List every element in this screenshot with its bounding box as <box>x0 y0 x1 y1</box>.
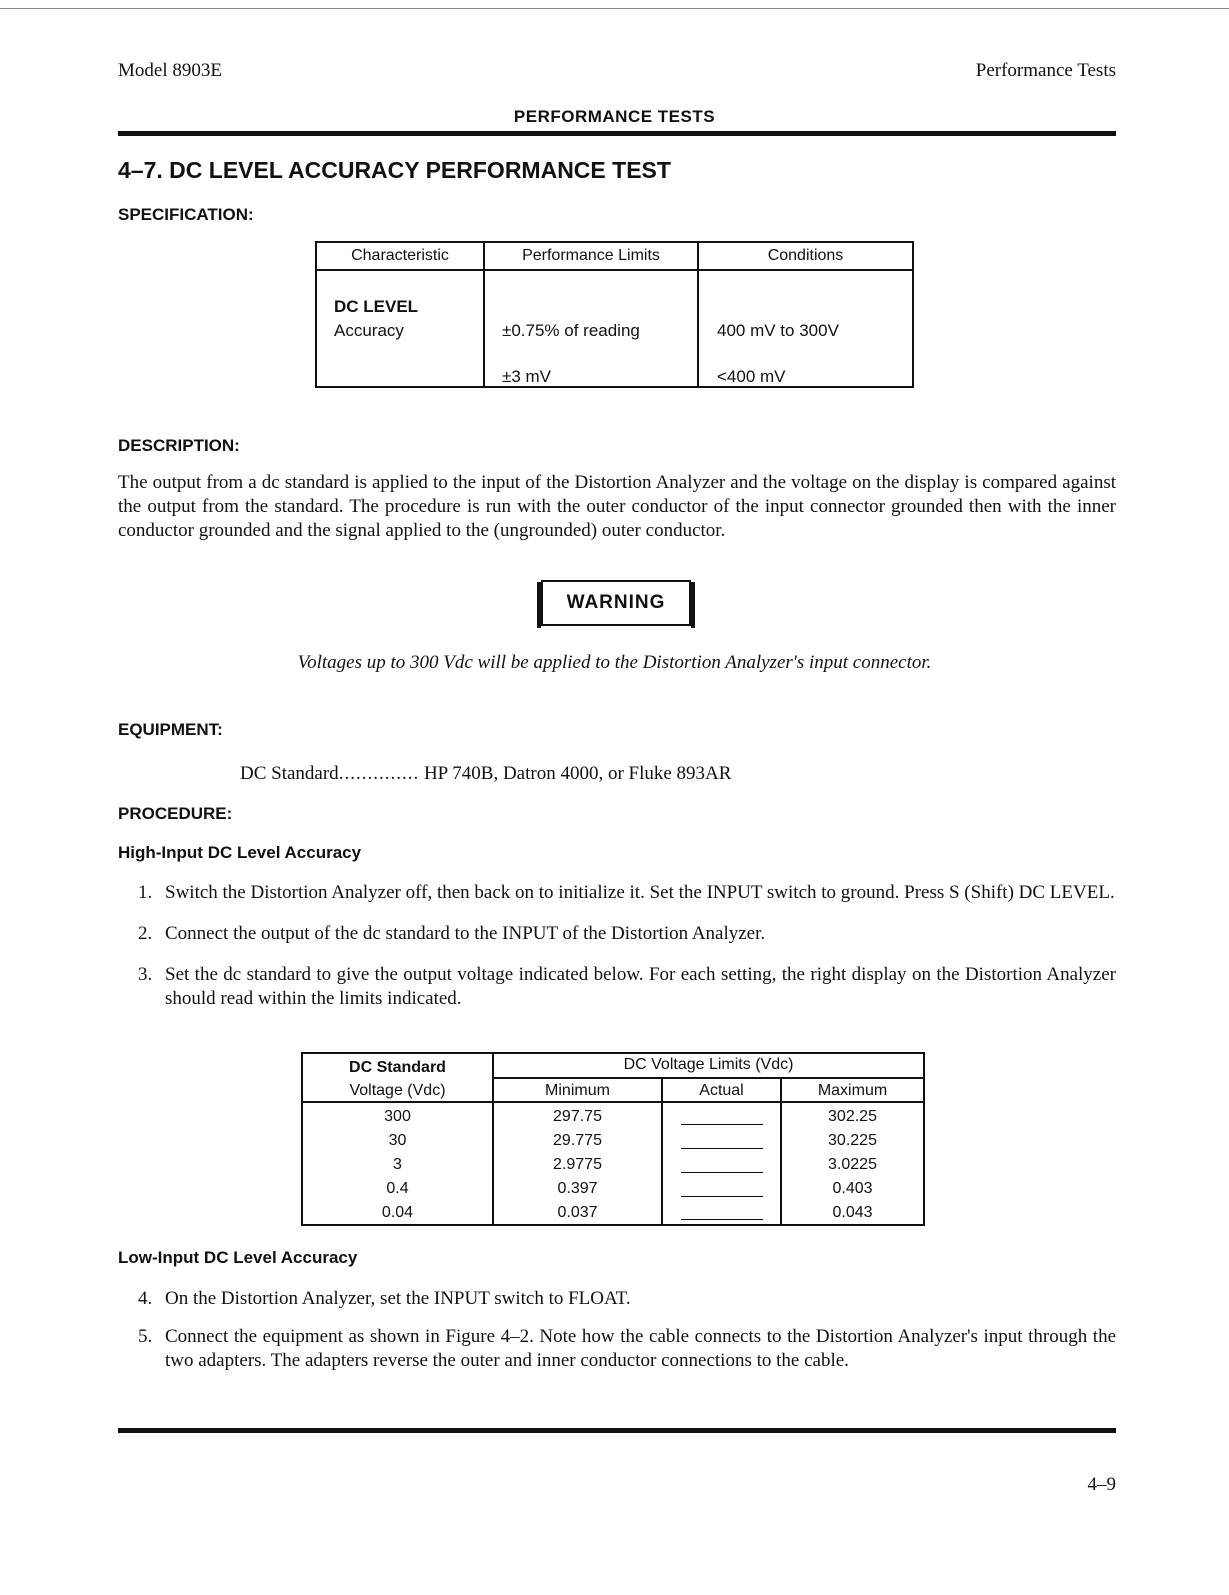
spec-header-characteristic: Characteristic <box>351 247 449 264</box>
header-rule <box>118 131 1116 136</box>
row-1-actual-blank[interactable] <box>681 1124 763 1125</box>
top-border <box>0 8 1229 9</box>
spec-characteristic-heading: DC LEVEL <box>334 297 419 316</box>
procedure-label: PROCEDURE: <box>118 804 233 823</box>
col-dc-standard-line2: Voltage (Vdc) <box>349 1082 446 1099</box>
row-4-voltage: 0.4 <box>386 1180 409 1197</box>
spec-condition-1: 400 mV to 300V <box>717 321 839 340</box>
row-3-actual-blank[interactable] <box>681 1172 763 1173</box>
row-2-voltage: 30 <box>388 1132 407 1149</box>
spec-limit-1: ±0.75% of reading <box>502 321 640 340</box>
warning-text: Voltages up to 300 Vdc will be applied to the Distortion Analyzer's input connector. <box>297 652 932 673</box>
page-number: 4–9 <box>1087 1474 1116 1495</box>
step-1: 1. Switch the Distortion Analyzer off, then back on to initialize it. Set the INPUT switch to ground. Press S (Shift) DC LEVEL. <box>138 882 1115 903</box>
header-model: Model 8903E <box>118 60 222 81</box>
warning-label: WARNING <box>566 592 666 613</box>
row-1-max: 302.25 <box>828 1108 877 1125</box>
spec-condition-2: <400 mV <box>717 367 786 386</box>
row-5-voltage: 0.04 <box>381 1204 414 1221</box>
low-input-steps <box>118 1287 1116 1373</box>
equipment-item: DC Standard <box>240 763 339 784</box>
section-title: PERFORMANCE TESTS <box>513 107 716 126</box>
description-text: The output from a dc standard is applied to the input of the Distortion Analyzer and the voltage on the display is compared against the output from the standard. The procedure is run with the outer conductor of the input connector grounded then with the inner conductor grounded and the signal applied to the (ungrounded) outer conductor. <box>118 472 1116 541</box>
col-dc-standard-line1: DC Standard <box>349 1059 446 1076</box>
row-5-min: 0.037 <box>557 1204 598 1221</box>
row-2-min: 29.775 <box>553 1132 602 1149</box>
equipment-leader: .............. <box>338 763 420 784</box>
spec-header-conditions: Conditions <box>767 247 844 264</box>
voltage-limits-table <box>301 1052 925 1226</box>
row-4-max: 0.403 <box>832 1180 873 1197</box>
low-input-heading: Low-Input DC Level Accuracy <box>118 1248 358 1267</box>
equipment-models: HP 740B, Datron 4000, or Fluke 893AR <box>423 763 732 784</box>
step-2: 2. Connect the output of the dc standard to the INPUT of the Distortion Analyzer. <box>138 923 766 944</box>
col-actual: Actual <box>699 1082 744 1099</box>
high-input-heading: High-Input DC Level Accuracy <box>118 843 362 862</box>
row-3-voltage: 3 <box>393 1156 402 1173</box>
row-5-actual-blank[interactable] <box>681 1219 763 1220</box>
row-1-min: 297.75 <box>553 1108 602 1125</box>
specification-table <box>315 241 914 388</box>
page-title: 4–7. DC LEVEL ACCURACY PERFORMANCE TEST <box>118 157 671 183</box>
warning-box <box>541 580 691 626</box>
spec-header-limits: Performance Limits <box>522 247 660 264</box>
col-minimum: Minimum <box>545 1082 610 1099</box>
row-5-max: 0.043 <box>832 1204 873 1221</box>
row-4-min: 0.397 <box>557 1180 598 1197</box>
row-2-actual-blank[interactable] <box>681 1148 763 1149</box>
col-group-header: DC Voltage Limits (Vdc) <box>623 1056 794 1073</box>
equipment-line <box>240 763 731 785</box>
step-3: 3. Set the dc standard to give the output voltage indicated below. For each setting, the right display on the Distortion Analyzer should read within the limits indicated. <box>138 964 1116 1009</box>
spec-characteristic: Accuracy <box>334 321 404 340</box>
row-3-min: 2.9775 <box>553 1156 602 1173</box>
description-label: DESCRIPTION: <box>118 436 240 455</box>
col-maximum: Maximum <box>817 1082 888 1099</box>
header-section-name: Performance Tests <box>975 60 1116 81</box>
footer-rule <box>118 1428 1116 1433</box>
row-3-max: 3.0225 <box>828 1156 877 1173</box>
spec-limit-2: ±3 mV <box>502 367 552 386</box>
row-1-voltage: 300 <box>384 1108 411 1125</box>
equipment-label: EQUIPMENT: <box>118 720 223 739</box>
step-5: 5. Connect the equipment as shown in Figure 4–2. Note how the cable connects to the Distortion Analyzer's input through the two adapters. The adapters reverse the outer and inner conductor connections to the cable. <box>138 1326 1116 1371</box>
row-4-actual-blank[interactable] <box>681 1196 763 1197</box>
step-4: 4. On the Distortion Analyzer, set the INPUT switch to FLOAT. <box>138 1288 631 1309</box>
high-input-steps <box>118 881 1116 1011</box>
specification-label: SPECIFICATION: <box>118 205 254 224</box>
row-2-max: 30.225 <box>828 1132 877 1149</box>
